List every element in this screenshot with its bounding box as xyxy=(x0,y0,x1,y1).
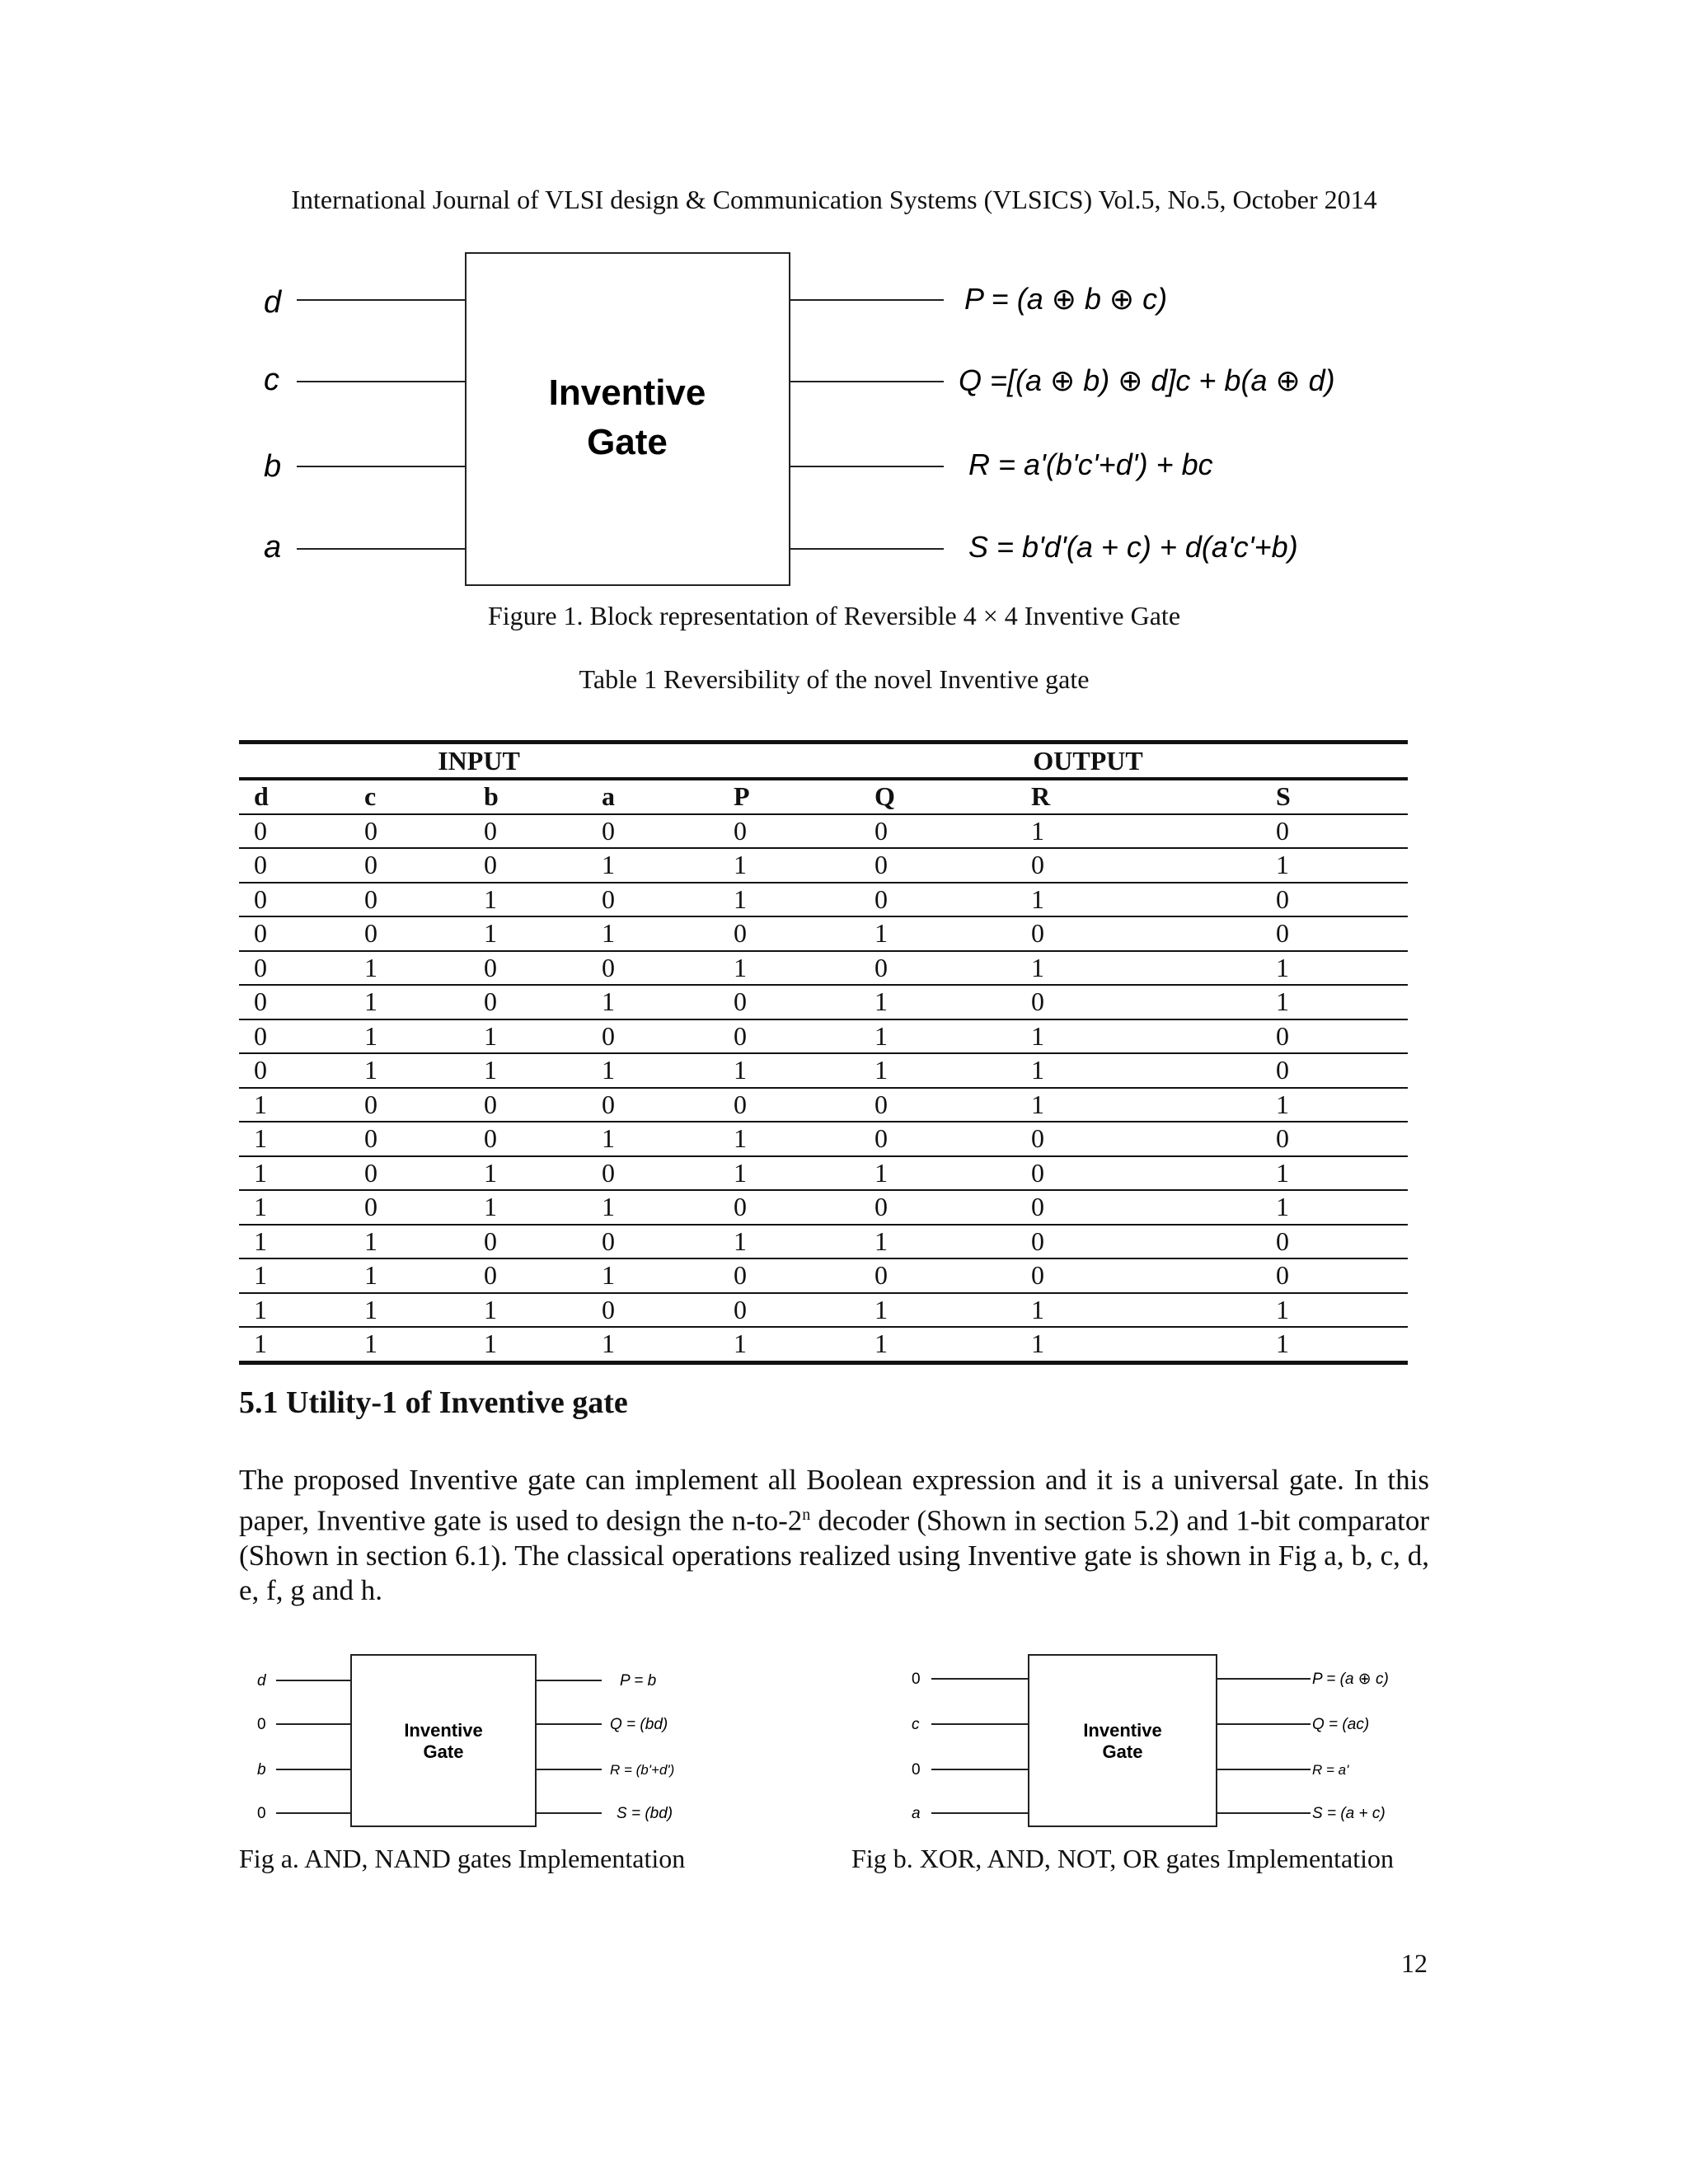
table-cell: 1 xyxy=(860,1156,1016,1191)
table-cell: 1 xyxy=(349,1019,469,1054)
table-cell: 1 xyxy=(239,1225,349,1259)
table-cell: 0 xyxy=(719,916,860,951)
table-cell: 1 xyxy=(1261,951,1408,986)
table-cell: 1 xyxy=(1016,1327,1261,1362)
table-cell: 0 xyxy=(1016,1190,1261,1225)
table-cell: 0 xyxy=(587,883,719,917)
table-cell: 1 xyxy=(860,1053,1016,1088)
table-cell: 1 xyxy=(349,1053,469,1088)
table-cell: 0 xyxy=(587,1088,719,1122)
table-cell: 1 xyxy=(719,1327,860,1362)
fig-b-output-expr-4: S = (a + c) xyxy=(1312,1805,1386,1822)
table-cell: 0 xyxy=(349,916,469,951)
table-cell: 0 xyxy=(587,1225,719,1259)
table-row xyxy=(239,1293,1408,1328)
table-row xyxy=(239,1053,1408,1088)
column-header-b: b xyxy=(469,779,587,814)
table-cell: 0 xyxy=(239,1053,349,1088)
table-row xyxy=(239,814,1408,849)
table-cell: 0 xyxy=(860,883,1016,917)
table-cell: 1 xyxy=(469,1293,587,1328)
table-cell: 1 xyxy=(587,916,719,951)
table-cell: 1 xyxy=(587,1190,719,1225)
table-row xyxy=(239,985,1408,1019)
column-header-S: S xyxy=(1261,779,1408,814)
table-cell: 0 xyxy=(719,1190,860,1225)
table-cell: 1 xyxy=(1261,985,1408,1019)
column-header-a: a xyxy=(587,779,719,814)
table-cell: 0 xyxy=(239,883,349,917)
fig-b-gate-block xyxy=(1029,1655,1217,1826)
fig-a-output-expr-3: R = (b'+d') xyxy=(610,1762,675,1778)
table-cell: 0 xyxy=(349,1088,469,1122)
table-cell: 0 xyxy=(469,848,587,883)
table-cell: 1 xyxy=(1016,814,1261,849)
table-cell: 1 xyxy=(1261,848,1408,883)
table-cell: 1 xyxy=(239,1190,349,1225)
table-cell: 1 xyxy=(860,1327,1016,1362)
table-row xyxy=(239,883,1408,917)
table-cell: 1 xyxy=(469,883,587,917)
table-cell: 0 xyxy=(349,1122,469,1156)
table-cell: 1 xyxy=(860,1293,1016,1328)
fig-b-caption: Fig b. XOR, AND, NOT, OR gates Implementation xyxy=(851,1844,1395,1873)
paragraph-text-part1: The proposed Inventive gate can implement all Boolean expression and it is a universal gate. In this paper, Inventive gate is used to design the n-to-2 xyxy=(239,1464,1429,1537)
fig-b-output-expr-1: P = (a ⊕ c) xyxy=(1312,1671,1389,1688)
table-cell: 0 xyxy=(587,951,719,986)
gate-label-line1: Inventive xyxy=(548,373,706,413)
table-cell: 1 xyxy=(469,1019,587,1054)
output-expr-s: S = b'd'(a + c) + d(a'c'+b) xyxy=(968,530,1298,564)
table-cell: 0 xyxy=(1261,916,1408,951)
fig-a-gate-block xyxy=(351,1655,536,1826)
table-cell: 1 xyxy=(860,1225,1016,1259)
table-cell: 0 xyxy=(349,848,469,883)
fig-b-output-expr-3: R = a' xyxy=(1312,1762,1349,1778)
fig-a-diagram xyxy=(239,1644,767,1838)
section-paragraph xyxy=(239,1463,1429,1608)
fig-a-caption: Fig a. AND, NAND gates Implementation xyxy=(239,1844,686,1873)
table-cell: 0 xyxy=(469,951,587,986)
fig-b-gate-line1: Inventive xyxy=(1083,1720,1162,1741)
output-expr-r: R = a'(b'c'+d') + bc xyxy=(968,448,1213,481)
table-row xyxy=(239,916,1408,951)
fig-b-output-expr-2: Q = (ac) xyxy=(1312,1716,1370,1733)
table-cell: 0 xyxy=(719,814,860,849)
column-header-Q: Q xyxy=(860,779,1016,814)
table-cell: 1 xyxy=(860,985,1016,1019)
column-header-R: R xyxy=(1016,779,1261,814)
table-cell: 0 xyxy=(1016,1156,1261,1191)
table-cell: 0 xyxy=(860,1258,1016,1293)
output-expr-q: Q =[(a ⊕ b) ⊕ d]c + b(a ⊕ d) xyxy=(959,363,1335,397)
table-row xyxy=(239,1190,1408,1225)
table-cell: 1 xyxy=(239,1156,349,1191)
paragraph-superscript: n xyxy=(802,1506,811,1524)
table-cell: 0 xyxy=(1016,916,1261,951)
column-header-c: c xyxy=(349,779,469,814)
table-cell: 0 xyxy=(469,1088,587,1122)
fig-b-input-label-4: a xyxy=(912,1805,921,1822)
table-row xyxy=(239,1088,1408,1122)
table-cell: 1 xyxy=(719,1156,860,1191)
table-cell: 0 xyxy=(587,814,719,849)
table-group-header-row xyxy=(239,743,1408,780)
table-cell: 0 xyxy=(587,1156,719,1191)
table-cell: 0 xyxy=(239,848,349,883)
table-cell: 0 xyxy=(1016,1258,1261,1293)
table-cell: 1 xyxy=(1261,1156,1408,1191)
table-row xyxy=(239,848,1408,883)
table-cell: 0 xyxy=(349,814,469,849)
running-header: International Journal of VLSI design & Communication Systems (VLSICS) Vol.5, No.5, October 2014 xyxy=(291,185,1377,214)
table-cell: 1 xyxy=(1016,1019,1261,1054)
table-cell: 0 xyxy=(1016,1122,1261,1156)
table-cell: 0 xyxy=(349,1156,469,1191)
table-cell: 1 xyxy=(860,1019,1016,1054)
table-cell: 0 xyxy=(860,848,1016,883)
gate-label-line2: Gate xyxy=(587,422,668,462)
table-cell: 0 xyxy=(860,1122,1016,1156)
input-label-b: b xyxy=(264,449,282,484)
fig-a-output-expr-1: P = b xyxy=(620,1672,657,1690)
table-cell: 1 xyxy=(719,1225,860,1259)
table-cell: 1 xyxy=(1261,1327,1408,1362)
input-label-c: c xyxy=(264,363,279,397)
table-cell: 1 xyxy=(469,1053,587,1088)
table-cell: 1 xyxy=(719,883,860,917)
table-cell: 0 xyxy=(587,1293,719,1328)
table-cell: 1 xyxy=(239,1088,349,1122)
table-cell: 0 xyxy=(239,985,349,1019)
table-cell: 1 xyxy=(349,985,469,1019)
table-column-header-row xyxy=(239,779,1408,814)
table-cell: 0 xyxy=(239,1019,349,1054)
table-cell: 1 xyxy=(1016,1293,1261,1328)
table-cell: 1 xyxy=(587,848,719,883)
table-cell: 1 xyxy=(1016,951,1261,986)
table-cell: 1 xyxy=(1261,1293,1408,1328)
fig-a-gate-line1: Inventive xyxy=(404,1720,483,1741)
table-body xyxy=(239,814,1408,1363)
table-cell: 0 xyxy=(1016,1225,1261,1259)
table-row xyxy=(239,1225,1408,1259)
table-cell: 1 xyxy=(587,1053,719,1088)
table-cell: 0 xyxy=(860,951,1016,986)
table-cell: 0 xyxy=(1016,985,1261,1019)
table-cell: 1 xyxy=(239,1327,349,1362)
table-row xyxy=(239,1156,1408,1191)
table-cell: 0 xyxy=(239,916,349,951)
table-cell: 1 xyxy=(349,1293,469,1328)
table-cell: 0 xyxy=(1261,883,1408,917)
table-row xyxy=(239,1019,1408,1054)
fig-a-output-expr-2: Q = (bd) xyxy=(610,1716,668,1733)
table-cell: 1 xyxy=(587,985,719,1019)
table-cell: 0 xyxy=(1261,1019,1408,1054)
table-cell: 1 xyxy=(349,1258,469,1293)
fig-a-output-expr-4: S = (bd) xyxy=(617,1805,673,1822)
table-cell: 1 xyxy=(719,951,860,986)
table-row xyxy=(239,951,1408,986)
column-header-d: d xyxy=(239,779,349,814)
input-label-a: a xyxy=(264,530,282,565)
figure-1-caption: Figure 1. Block representation of Reversible 4 × 4 Inventive Gate xyxy=(487,601,1181,630)
figure-1-diagram xyxy=(239,243,1434,598)
table-cell: 1 xyxy=(1016,883,1261,917)
table-cell: 1 xyxy=(587,1327,719,1362)
fig-b-diagram xyxy=(898,1644,1451,1838)
gate-block xyxy=(466,253,790,585)
table-cell: 0 xyxy=(1261,1053,1408,1088)
table-cell: 0 xyxy=(719,1019,860,1054)
table-1-caption: Table 1 Reversibility of the novel Inventive gate xyxy=(579,664,1090,694)
table-cell: 1 xyxy=(239,1122,349,1156)
table-cell: 0 xyxy=(1261,1122,1408,1156)
table-cell: 0 xyxy=(860,1190,1016,1225)
table-cell: 1 xyxy=(719,848,860,883)
table-cell: 1 xyxy=(719,1053,860,1088)
table-cell: 0 xyxy=(1261,1225,1408,1259)
table-cell: 0 xyxy=(719,1088,860,1122)
table-cell: 0 xyxy=(469,1122,587,1156)
table-cell: 1 xyxy=(349,1225,469,1259)
table-cell: 0 xyxy=(239,814,349,849)
table-cell: 0 xyxy=(1261,814,1408,849)
table-cell: 0 xyxy=(860,1088,1016,1122)
table-cell: 1 xyxy=(469,1327,587,1362)
table-cell: 1 xyxy=(860,916,1016,951)
table-cell: 1 xyxy=(1261,1190,1408,1225)
truth-table xyxy=(239,740,1408,1365)
fig-b-input-label-3: 0 xyxy=(912,1761,921,1779)
table-row xyxy=(239,1327,1408,1362)
table-cell: 0 xyxy=(1261,1258,1408,1293)
table-cell: 0 xyxy=(349,1190,469,1225)
table-cell: 0 xyxy=(587,1019,719,1054)
table-cell: 0 xyxy=(860,814,1016,849)
input-label-d: d xyxy=(264,285,282,320)
table-cell: 1 xyxy=(587,1258,719,1293)
table-cell: 1 xyxy=(469,1156,587,1191)
fig-b-input-label-2: c xyxy=(912,1716,920,1733)
fig-b-gate-line2: Gate xyxy=(1102,1741,1143,1762)
output-expr-p: P = (a ⊕ b ⊕ c) xyxy=(964,282,1168,316)
section-heading: 5.1 Utility-1 of Inventive gate xyxy=(239,1385,628,1420)
table-cell: 1 xyxy=(349,1327,469,1362)
page-number: 12 xyxy=(1401,1948,1428,1978)
table-row xyxy=(239,1122,1408,1156)
table-cell: 1 xyxy=(469,1190,587,1225)
fig-b-input-label-1: 0 xyxy=(912,1671,921,1688)
table-row xyxy=(239,1258,1408,1293)
paragraph-text-part2: decoder (Shown in section 5.2) and 1-bit comparator (Shown in section 6.1). The classical operations realized using Inventive gate is shown in Fig a, b, c, d, e, f, g and h. xyxy=(239,1504,1429,1606)
table-cell: 0 xyxy=(469,985,587,1019)
table-cell: 1 xyxy=(1261,1088,1408,1122)
table-cell: 0 xyxy=(469,1258,587,1293)
fig-a-input-label-3: b xyxy=(257,1761,266,1779)
group-header-input: INPUT xyxy=(239,743,719,780)
table-cell: 0 xyxy=(719,1258,860,1293)
table-cell: 1 xyxy=(1016,1053,1261,1088)
table-cell: 0 xyxy=(719,1293,860,1328)
column-header-P: P xyxy=(719,779,860,814)
table-cell: 0 xyxy=(1016,848,1261,883)
table-cell: 1 xyxy=(1016,1088,1261,1122)
fig-a-input-label-2: 0 xyxy=(257,1716,266,1733)
table-cell: 1 xyxy=(587,1122,719,1156)
table-cell: 1 xyxy=(239,1293,349,1328)
table-cell: 1 xyxy=(239,1258,349,1293)
group-header-output: OUTPUT xyxy=(719,743,1408,780)
table-cell: 1 xyxy=(349,951,469,986)
fig-a-gate-line2: Gate xyxy=(423,1741,464,1762)
fig-a-input-label-4: 0 xyxy=(257,1805,266,1822)
table-cell: 1 xyxy=(719,1122,860,1156)
fig-a-input-label-1: d xyxy=(257,1672,266,1690)
table-cell: 0 xyxy=(469,1225,587,1259)
table-cell: 0 xyxy=(719,985,860,1019)
table-cell: 0 xyxy=(469,814,587,849)
table-cell: 0 xyxy=(349,883,469,917)
table-cell: 0 xyxy=(239,951,349,986)
table-cell: 1 xyxy=(469,916,587,951)
